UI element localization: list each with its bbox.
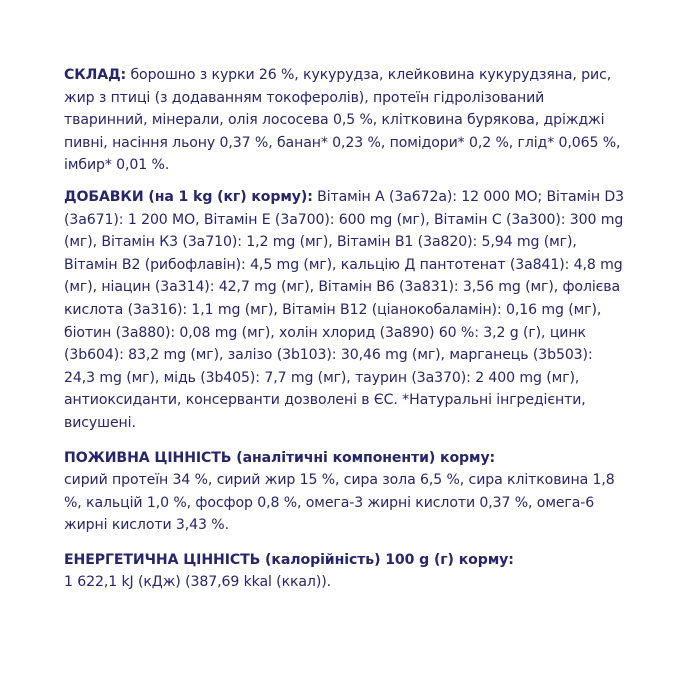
additives-text: Вітамін А (3а672а): 12 000 МО; Вітамін D3 (3а671): 1 200 МО, Вітамін Е (3а700): 600 mg (мг), Вітамін С (3а300): 300 mg (мг), Вітамін К3 (3а710): 1,2 mg (мг), Вітамін В1 (3а820): 5,94 mg (мг), Вітамін В2 (рибофлавін): 4,5 mg (мг), кальцію Д пантотенат (3а841): 4,8 mg (мг), ніацин (3а314): 42,7 mg (мг), Вітамін В6 (3а831): 3,56 mg (мг), фолієва кислота (3а316): 1,1 mg (мг), Вітамін В12 (ціанокобаламін): 0,16 mg (мг), біотин (3а880): 0,08 mg (мг), холін хлорид (3а890) 60 %: 3,2 g (г), цинк (3b604): 83,2 mg (мг), залізо (3b103): 30,46 mg (мг), марганець (3b503): 24,3 mg (мг), мідь (3b405): 7,7 mg (мг), таурин (3а370): 2 400 mg (мг), антиоксиданти, консерванти дозволені в ЄС. *Натуральні інгредієнти, висушені. (64, 188, 624, 431)
nutrition-heading: ПОЖИВНА ЦІННІСТЬ (аналітичні компоненти) корму: (64, 449, 496, 466)
composition-section (64, 64, 624, 177)
energy-section (64, 549, 624, 594)
additives-section (64, 186, 624, 435)
composition-heading: СКЛАД: (64, 67, 127, 83)
additives-heading: ДОБАВКИ (на 1 kg (кг) корму): (64, 188, 313, 205)
ingredient-label (64, 64, 624, 603)
nutrition-section (64, 447, 624, 537)
energy-heading: ЕНЕРГЕТИЧНА ЦІННІСТЬ (калорійність) 100 g (г) корму: (64, 551, 514, 568)
nutrition-text: сирий протеїн 34 %, сирий жир 15 %, сира зола 6,5 %, сира клітковина 1,8 %, кальцій 1,0 %, фосфор 0,8 %, омега-3 жирні кислоти 0,37 %, омега-6 жирні кислоти 3,43 %. (64, 472, 615, 534)
energy-text: 1 622,1 kJ (кДж) (387,69 kkal (ккал)). (64, 574, 332, 591)
composition-text: борошно з курки 26 %, кукурудза, клейковина кукурудзяна, рис, жир з птиці (з додаванням токоферолів), протеїн гідролізований тваринний, мінерали, олія лососева 0,5 %, клітковина бурякова, дріжджі пивні, насіння льону 0,37 %, банан* 0,23 %, помідори* 0,2 %, глід* 0,065 %, імбир* 0,01 %. (64, 67, 621, 174)
